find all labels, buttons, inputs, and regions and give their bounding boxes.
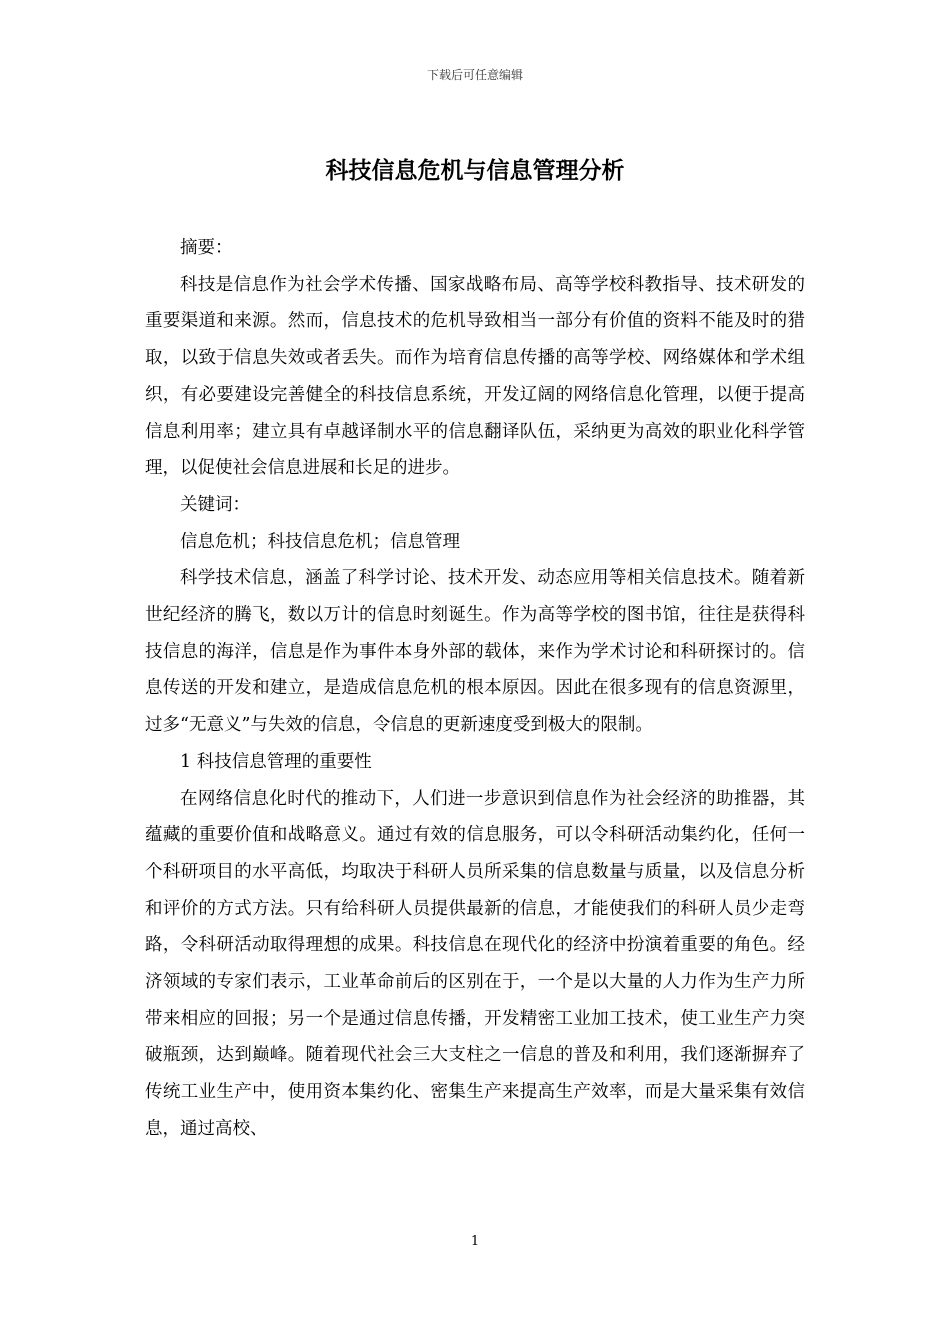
document-title: 科技信息危机与信息管理分析 — [325, 157, 625, 184]
page-number: 1 — [470, 1234, 480, 1249]
keywords-label: 关键词： — [180, 494, 250, 515]
section-heading-1: 1 科技信息管理的重要性 — [180, 751, 372, 772]
section-1-paragraph: 在网络信息化时代的推动下，人们进一步意识到信息作为社会经济的助推器，其蕴藏的重要价值和战略意义。通过有效的信息服务，可以令科研活动集约化，任何一个科研项目的水平高低，均取决于科研人员所采集的信息数量与质量，以及信息分析和评价的方式方法。只有给科研人员提供最新的信息，才能使我们的科研人员少走弯路，令科研活动取得理想的成果。科技信息在现代化的经济中扮演着重要的角色。经济领域的专家们表示，工业革命前后的区别在于，一个是以大量的人力作为生产力所带来相应的回报；另一个是通过信息传播，开发精密工业加工技术，使工业生产力突破瓶颈，达到巅峰。随着现代社会三大支柱之一信息的普及和利用，我们逐渐摒弃了传统工业生产中，使用资本集约化、密集生产来提高生产效率，而是大量采集有效信息，通过高校、 — [145, 788, 805, 1139]
keywords-paragraph: 信息危机；科技信息危机；信息管理 — [180, 531, 460, 552]
page-header-note: 下载后可任意编辑 — [426, 68, 523, 82]
abstract-label: 摘要： — [180, 238, 233, 258]
abstract-paragraph: 科技是信息作为社会学术传播、国家战略布局、高等学校科教指导、技术研发的重要渠道和来源。然而，信息技术的危机导致相当一部分有价值的资料不能及时的猎取，以致于信息失效或者丢失。而作为培育信息传播的高等学校、网络媒体和学术组织，有必要建设完善健全的科技信息系统，开发辽阔的网络信息化管理，以便于提高信息利用率；建立具有卓越译制水平的信息翻译队伍，采纳更为高效的职业化科学管理，以促使社会信息进展和长足的进步。 — [145, 274, 805, 479]
document-body — [145, 230, 805, 1148]
intro-paragraph: 科学技术信息，涵盖了科学讨论、技术开发、动态应用等相关信息技术。随着新世纪经济的腾飞，数以万计的信息时刻诞生。作为高等学校的图书馆，往往是获得科技信息的海洋，信息是作为事件本身外部的载体，来作为学术讨论和科研探讨的。信息传送的开发和建立，是造成信息危机的根本原因。因此在很多现有的信息资源里，过多“无意义”与失效的信息，令信息的更新速度受到极大的限制。 — [145, 568, 805, 736]
